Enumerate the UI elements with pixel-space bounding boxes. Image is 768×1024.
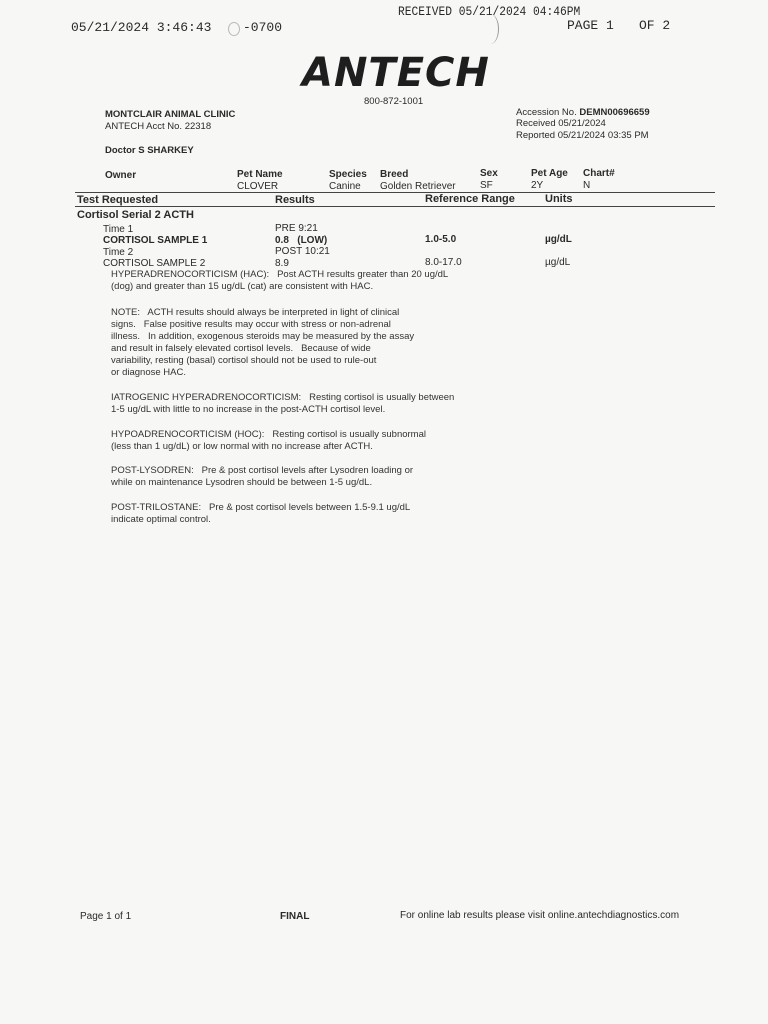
test-result: PRE 9:21 <box>275 223 318 234</box>
pet-name-header: Pet Name <box>237 169 283 180</box>
test-result: 0.8 (LOW) <box>275 235 328 246</box>
antech-phone: 800-872-1001 <box>364 96 424 107</box>
handwritten-mark <box>228 22 240 36</box>
fax-timezone: -0700 <box>243 20 283 35</box>
test-name: Time 2 <box>103 247 134 258</box>
reference-range: 1.0-5.0 <box>425 234 457 245</box>
received-date: Received 05/21/2024 <box>516 118 606 129</box>
reported-date: Reported 05/21/2024 03:35 PM <box>516 130 649 141</box>
note-line: signs. False positive results may occur with stress or non-adrenal <box>111 319 391 330</box>
sex-value: SF <box>480 180 493 191</box>
breed-header: Breed <box>380 169 409 180</box>
hac-note <box>111 269 448 293</box>
note-line: IATROGENIC HYPERADRENOCORTICISM: Resting cortisol is usually between <box>111 392 455 403</box>
report-status: FINAL <box>280 911 310 922</box>
note-line: indicate optimal control. <box>111 514 211 525</box>
reference-range-header: Reference Range <box>425 193 515 205</box>
test-requested-header: Test Requested <box>77 194 159 206</box>
note-line: POST-TRILOSTANE: Pre & post cortisol levels between 1.5-9.1 ug/dL <box>111 502 411 513</box>
fax-page-total: OF 2 <box>639 18 671 33</box>
accession-number <box>516 107 650 118</box>
footer-page: Page 1 of 1 <box>80 911 132 922</box>
test-name: Time 1 <box>103 224 134 235</box>
antech-account-number: ANTECH Acct No. 22318 <box>105 121 212 132</box>
note-line: HYPOADRENOCORTICISM (HOC): Resting cortisol is usually subnormal <box>111 429 426 440</box>
general-note <box>111 307 414 379</box>
note-line: while on maintenance Lysodren should be between 1-5 ug/dL. <box>111 477 373 488</box>
note-line: (less than 1 ug/dL) or low normal with no increase after ACTH. <box>111 441 373 452</box>
test-name: CORTISOL SAMPLE 2 <box>103 258 206 269</box>
units-header: Units <box>545 193 573 205</box>
handwritten-mark <box>482 14 499 44</box>
lysodren-note <box>111 465 413 489</box>
species-value: Canine <box>329 181 361 192</box>
test-result: 8.9 <box>275 258 289 269</box>
hoc-note <box>111 429 426 453</box>
pet-name-value: CLOVER <box>237 181 279 192</box>
chart-number-value: N <box>583 180 591 191</box>
note-line: (dog) and greater than 15 ug/dL (cat) are consistent with HAC. <box>111 281 374 292</box>
sex-header: Sex <box>480 168 498 179</box>
test-name: CORTISOL SAMPLE 1 <box>103 235 208 246</box>
divider <box>75 192 715 193</box>
note-line: 1-5 ug/dL with little to no increase in the post-ACTH cortisol level. <box>111 404 386 415</box>
iatrogenic-note <box>111 392 454 416</box>
accession-value: DEMN00696659 <box>579 107 650 118</box>
units: µg/dL <box>545 234 572 245</box>
chart-number-header: Chart# <box>583 168 615 179</box>
test-result: POST 10:21 <box>275 246 330 257</box>
reference-range: 8.0-17.0 <box>425 257 462 268</box>
divider <box>75 206 715 207</box>
fax-page-number: PAGE 1 <box>567 18 614 33</box>
clinic-name: MONTCLAIR ANIMAL CLINIC <box>105 109 236 120</box>
trilostane-note <box>111 502 410 526</box>
accession-label: Accession No. <box>516 107 577 118</box>
pet-age-header: Pet Age <box>531 168 568 179</box>
online-results-notice: For online lab results please visit online.antechdiagnostics.com <box>400 910 680 921</box>
results-header: Results <box>275 194 315 206</box>
breed-value: Golden Retriever <box>380 181 456 192</box>
owner-header: Owner <box>105 170 137 181</box>
note-line: variability, resting (basal) cortisol should not be used to rule-out <box>111 355 377 366</box>
antech-logo: ANTECH <box>302 50 490 96</box>
received-stamp: RECEIVED 05/21/2024 04:46PM <box>398 5 581 19</box>
note-line: NOTE: ACTH results should always be interpreted in light of clinical <box>111 307 400 318</box>
pet-age-value: 2Y <box>531 180 544 191</box>
panel-title: Cortisol Serial 2 ACTH <box>77 209 194 221</box>
species-header: Species <box>329 169 367 180</box>
doctor-name: Doctor S SHARKEY <box>105 145 194 156</box>
fax-timestamp: 05/21/2024 3:46:43 <box>71 20 212 35</box>
note-line: HYPERADRENOCORTICISM (HAC): Post ACTH results greater than 20 ug/dL <box>111 269 449 280</box>
note-line: or diagnose HAC. <box>111 367 186 378</box>
note-line: and result in falsely elevated cortisol levels. Because of wide <box>111 343 371 354</box>
note-line: POST-LYSODREN: Pre & post cortisol levels after Lysodren loading or <box>111 465 414 476</box>
note-line: illness. In addition, exogenous steroids may be measured by the assay <box>111 331 415 342</box>
units: µg/dL <box>545 257 571 268</box>
